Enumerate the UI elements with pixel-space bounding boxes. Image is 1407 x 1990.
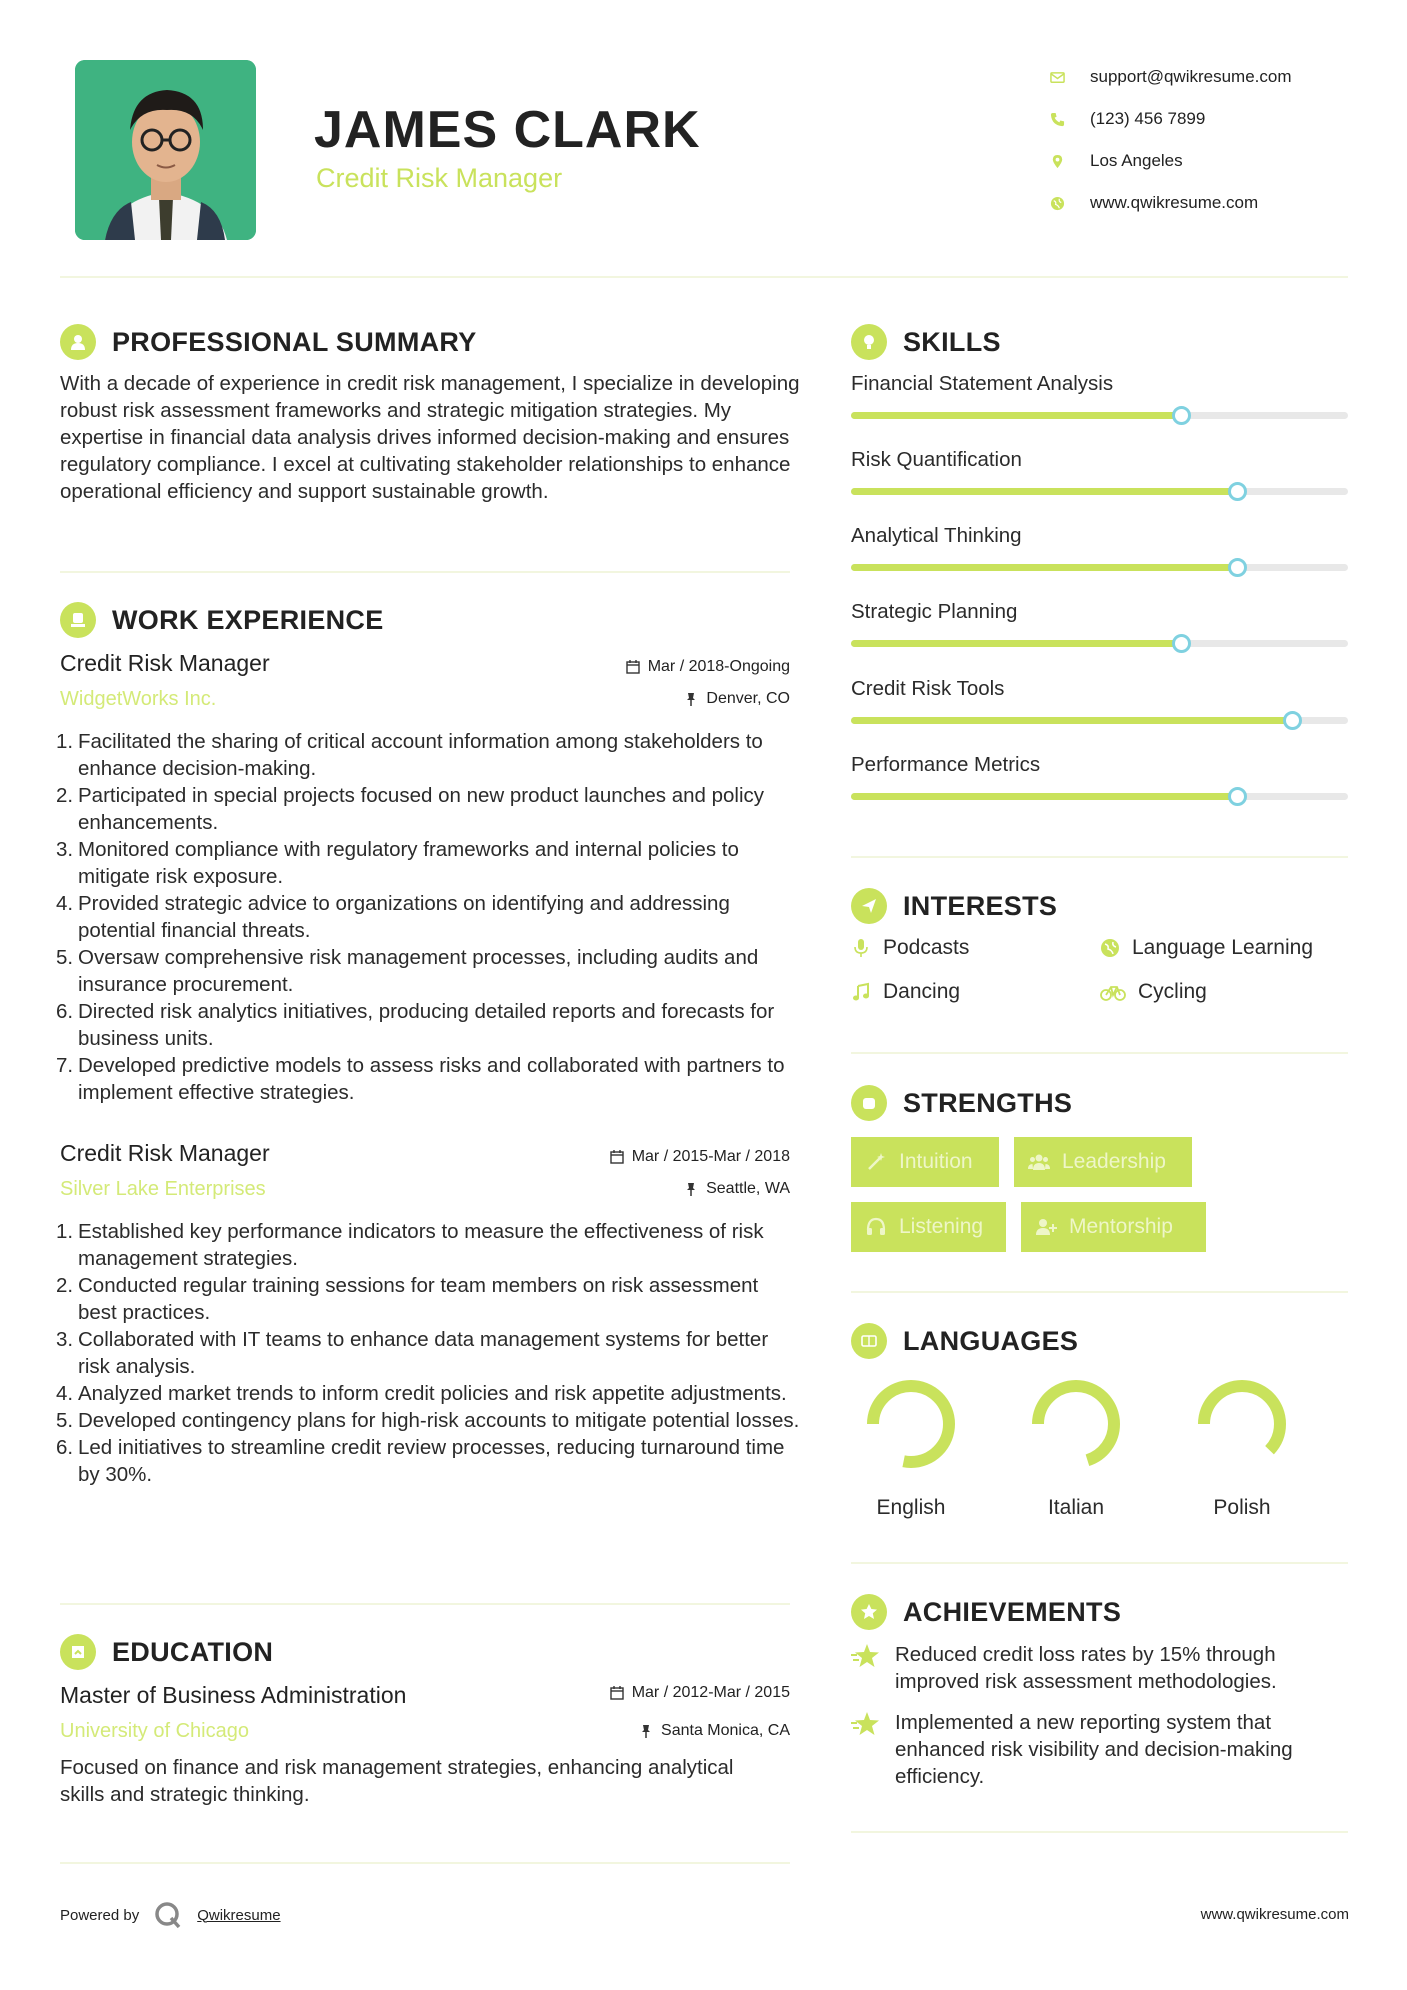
interest-label: Podcasts: [883, 936, 970, 959]
list-item: Led initiatives to streamline credit review processes, reducing turnaround time by 30%.: [78, 1436, 785, 1486]
list-item: Monitored compliance with regulatory frameworks and internal policies to mitigate risk exposure.: [78, 838, 739, 888]
skill-row: [851, 524, 1348, 571]
list-item: Provided strategic advice to organizations on identifying and addressing potential financial threats.: [78, 892, 730, 942]
strength-intuition: [851, 1137, 999, 1187]
skill-name: Performance Metrics: [851, 753, 1041, 776]
contact-email-text: support@qwikresume.com: [1090, 67, 1292, 86]
strength-label: Listening: [899, 1215, 984, 1238]
microphone-icon: [851, 938, 871, 958]
list-item: Developed contingency plans for high-risk accounts to mitigate potential losses.: [78, 1409, 800, 1432]
skill-fill: [851, 412, 1182, 419]
language-name: English: [876, 1496, 946, 1519]
skill-fill: [851, 564, 1238, 571]
achievement-item: [851, 1709, 1355, 1790]
education-title: EDUCATION: [112, 1636, 274, 1667]
pushpin-icon: [684, 692, 698, 706]
headphones-icon: [865, 1216, 887, 1238]
education-location-text: Santa Monica, CA: [661, 1722, 790, 1739]
job-2-location: [684, 1180, 790, 1198]
qwikresume-logo-icon: [153, 1900, 183, 1930]
trophy-icon: [851, 1594, 887, 1630]
skill-bar: [851, 793, 1348, 800]
skill-knob: [1228, 787, 1247, 806]
paper-plane-icon: [851, 888, 887, 924]
strengths-title: STRENGTHS: [903, 1087, 1073, 1118]
skills-title: SKILLS: [903, 326, 1001, 357]
education-heading: [60, 1634, 273, 1670]
education-dates: [610, 1684, 790, 1702]
envelope-icon: [1050, 70, 1090, 85]
list-item: Developed predictive models to assess risks and collaborated with partners to implement effective strategies.: [78, 1054, 785, 1104]
strength-leadership: [1014, 1137, 1192, 1187]
language-italian: [1021, 1378, 1131, 1520]
skill-row: [851, 372, 1348, 419]
skill-row: [851, 448, 1348, 495]
contact-email[interactable]: [1050, 56, 1292, 98]
skill-bar: [851, 412, 1348, 419]
work-heading: [60, 602, 384, 638]
strength-label: Intuition: [899, 1150, 973, 1173]
map-pin-icon: [1050, 154, 1090, 169]
languages-title: LANGUAGES: [903, 1325, 1079, 1356]
job-1-location: [684, 690, 790, 708]
achievement-text: Implemented a new reporting system that enhanced risk visibility and decision-making efficiency.: [895, 1711, 1293, 1788]
phone-icon: [1050, 112, 1090, 127]
education-location: [639, 1722, 790, 1740]
job-1-title: Credit Risk Manager: [60, 650, 270, 676]
calendar-icon: [610, 1686, 624, 1700]
candidate-name: JAMES CLARK: [314, 101, 701, 159]
list-item: Participated in special projects focused on new product launches and policy enhancements.: [78, 784, 765, 834]
job-1-duties: [60, 728, 800, 1106]
summary-title: PROFESSIONAL SUMMARY: [112, 326, 477, 357]
qwikresume-link[interactable]: Qwikresume: [197, 1906, 281, 1924]
globe-icon: [1050, 196, 1090, 211]
education-text: Focused on finance and risk management strategies, enhancing analytical skills and strategic thinking.: [60, 1756, 734, 1806]
skill-name: Strategic Planning: [851, 600, 1018, 623]
interest-dancing: [851, 980, 960, 1004]
skill-name: Analytical Thinking: [851, 524, 1022, 547]
education-school: University of Chicago: [60, 1720, 249, 1742]
language-name: Polish: [1213, 1496, 1271, 1519]
star-icon: [851, 1643, 881, 1669]
summary-heading: [60, 324, 477, 360]
user-icon: [60, 324, 96, 360]
language-icon: [851, 1323, 887, 1359]
interest-label: Dancing: [883, 980, 961, 1003]
languages-divider: [851, 1562, 1348, 1564]
work-divider: [60, 1603, 790, 1605]
skill-knob: [1172, 406, 1191, 425]
skill-bar: [851, 488, 1348, 495]
list-item: Directed risk analytics initiatives, producing detailed reports and forecasts for business units.: [78, 1000, 775, 1050]
interest-label: Cycling: [1138, 980, 1207, 1003]
graduation-icon: [60, 1634, 96, 1670]
language-ring: [865, 1378, 957, 1470]
work-title: WORK EXPERIENCE: [112, 604, 384, 635]
user-plus-icon: [1035, 1216, 1057, 1238]
list-item: Collaborated with IT teams to enhance data management systems for better risk analysis.: [78, 1328, 769, 1378]
summary-divider: [60, 571, 790, 573]
contact-website-text: www.qwikresume.com: [1090, 193, 1259, 212]
skill-name: Risk Quantification: [851, 448, 1022, 471]
globe-icon: [1100, 938, 1120, 958]
users-icon: [1028, 1151, 1050, 1173]
job-2-company: Silver Lake Enterprises: [60, 1178, 266, 1200]
list-item: Oversaw comprehensive risk management processes, including audits and insurance procurement.: [78, 946, 759, 996]
skill-knob: [1172, 634, 1191, 653]
magic-wand-icon: [865, 1151, 887, 1173]
contact-phone-text: (123) 456 7899: [1090, 109, 1206, 128]
job-2-duties: [60, 1218, 800, 1488]
achievements-divider: [851, 1831, 1348, 1833]
contact-location: [1050, 140, 1292, 182]
interests-divider: [851, 1052, 1348, 1054]
powered-by-text: Powered by: [60, 1906, 140, 1924]
star-icon: [851, 1711, 881, 1737]
briefcase-icon: [60, 602, 96, 638]
skill-fill: [851, 488, 1238, 495]
education-dates-text: Mar / 2012-Mar / 2015: [631, 1684, 790, 1701]
job-1-location-text: Denver, CO: [706, 690, 790, 707]
list-item: Analyzed market trends to inform credit policies and risk appetite adjustments.: [78, 1382, 787, 1405]
candidate-title: Credit Risk Manager: [316, 163, 563, 193]
contact-location-text: Los Angeles: [1090, 151, 1183, 170]
education-divider: [60, 1862, 790, 1864]
fist-icon: [851, 1085, 887, 1121]
pushpin-icon: [639, 1724, 653, 1738]
skill-bar: [851, 717, 1348, 724]
skill-fill: [851, 793, 1238, 800]
interest-cycling: [1100, 980, 1207, 1004]
strengths-heading: [851, 1085, 1072, 1121]
job-1-dates-text: Mar / 2018-Ongoing: [647, 658, 790, 675]
skills-heading: [851, 324, 1001, 360]
pushpin-icon: [684, 1182, 698, 1196]
interests-title: INTERESTS: [903, 890, 1058, 921]
footer-site[interactable]: www.qwikresume.com: [1200, 1906, 1349, 1923]
education-degree: Master of Business Administration: [60, 1682, 407, 1708]
job-1-dates: [626, 658, 790, 676]
job-2-location-text: Seattle, WA: [706, 1180, 790, 1197]
achievement-text: Reduced credit loss rates by 15% through improved risk assessment methodologies.: [895, 1643, 1277, 1693]
language-polish: [1187, 1378, 1297, 1520]
strength-label: Leadership: [1062, 1150, 1166, 1173]
achievements-title: ACHIEVEMENTS: [903, 1596, 1122, 1627]
skill-knob: [1228, 558, 1247, 577]
language-ring: [1030, 1378, 1122, 1470]
interest-label: Language Learning: [1132, 936, 1314, 959]
list-item: Conducted regular training sessions for team members on risk assessment best practices.: [78, 1274, 759, 1324]
interests-heading: [851, 888, 1057, 924]
interest-podcasts: [851, 936, 969, 960]
list-item: Established key performance indicators to measure the effectiveness of risk management strategies.: [78, 1220, 764, 1270]
language-english: [856, 1378, 966, 1520]
job-1-company: WidgetWorks Inc.: [60, 688, 217, 710]
skills-divider: [851, 856, 1348, 858]
job-2-dates-text: Mar / 2015-Mar / 2018: [631, 1148, 790, 1165]
language-ring: [1196, 1378, 1288, 1470]
skill-knob: [1283, 711, 1302, 730]
achievements-heading: [851, 1594, 1121, 1630]
strength-listening: [851, 1202, 1006, 1252]
footer-powered-by: [60, 1900, 281, 1930]
skill-name: Financial Statement Analysis: [851, 372, 1114, 395]
list-item: Facilitated the sharing of critical account information among stakeholders to enhance decision-making.: [78, 730, 763, 780]
contact-list: [1050, 56, 1292, 224]
skill-row: [851, 753, 1348, 800]
skill-name: Credit Risk Tools: [851, 677, 1005, 700]
languages-heading: [851, 1323, 1078, 1359]
strengths-divider: [851, 1291, 1348, 1293]
header-divider: [60, 276, 1348, 278]
skill-bar: [851, 640, 1348, 647]
contact-website[interactable]: [1050, 182, 1292, 224]
contact-phone[interactable]: [1050, 98, 1292, 140]
lightbulb-icon: [851, 324, 887, 360]
achievement-item: [851, 1641, 1355, 1695]
job-2-title: Credit Risk Manager: [60, 1140, 270, 1166]
skill-fill: [851, 717, 1293, 724]
strength-mentorship: [1021, 1202, 1206, 1252]
bicycle-icon: [1100, 982, 1126, 1002]
skill-fill: [851, 640, 1182, 647]
skill-row: [851, 600, 1348, 647]
summary-text: With a decade of experience in credit risk management, I specialize in developing robust risk assessment frameworks and strategic mitigation strategies. My expertise in financial data analysis drives informed decision-making and ensures regulatory compliance. I excel at cultivating stakeholder relationships to enhance operational efficiency and support sustainable growth.: [60, 372, 800, 503]
skill-knob: [1228, 482, 1247, 501]
language-name: Italian: [1047, 1496, 1105, 1519]
calendar-icon: [610, 1150, 624, 1164]
strength-label: Mentorship: [1069, 1215, 1173, 1238]
music-note-icon: [851, 982, 871, 1002]
skill-bar: [851, 564, 1348, 571]
calendar-icon: [626, 660, 640, 674]
job-2-dates: [610, 1148, 790, 1166]
profile-photo: [75, 60, 256, 240]
interest-language-learning: [1100, 936, 1313, 960]
skill-row: [851, 677, 1348, 724]
